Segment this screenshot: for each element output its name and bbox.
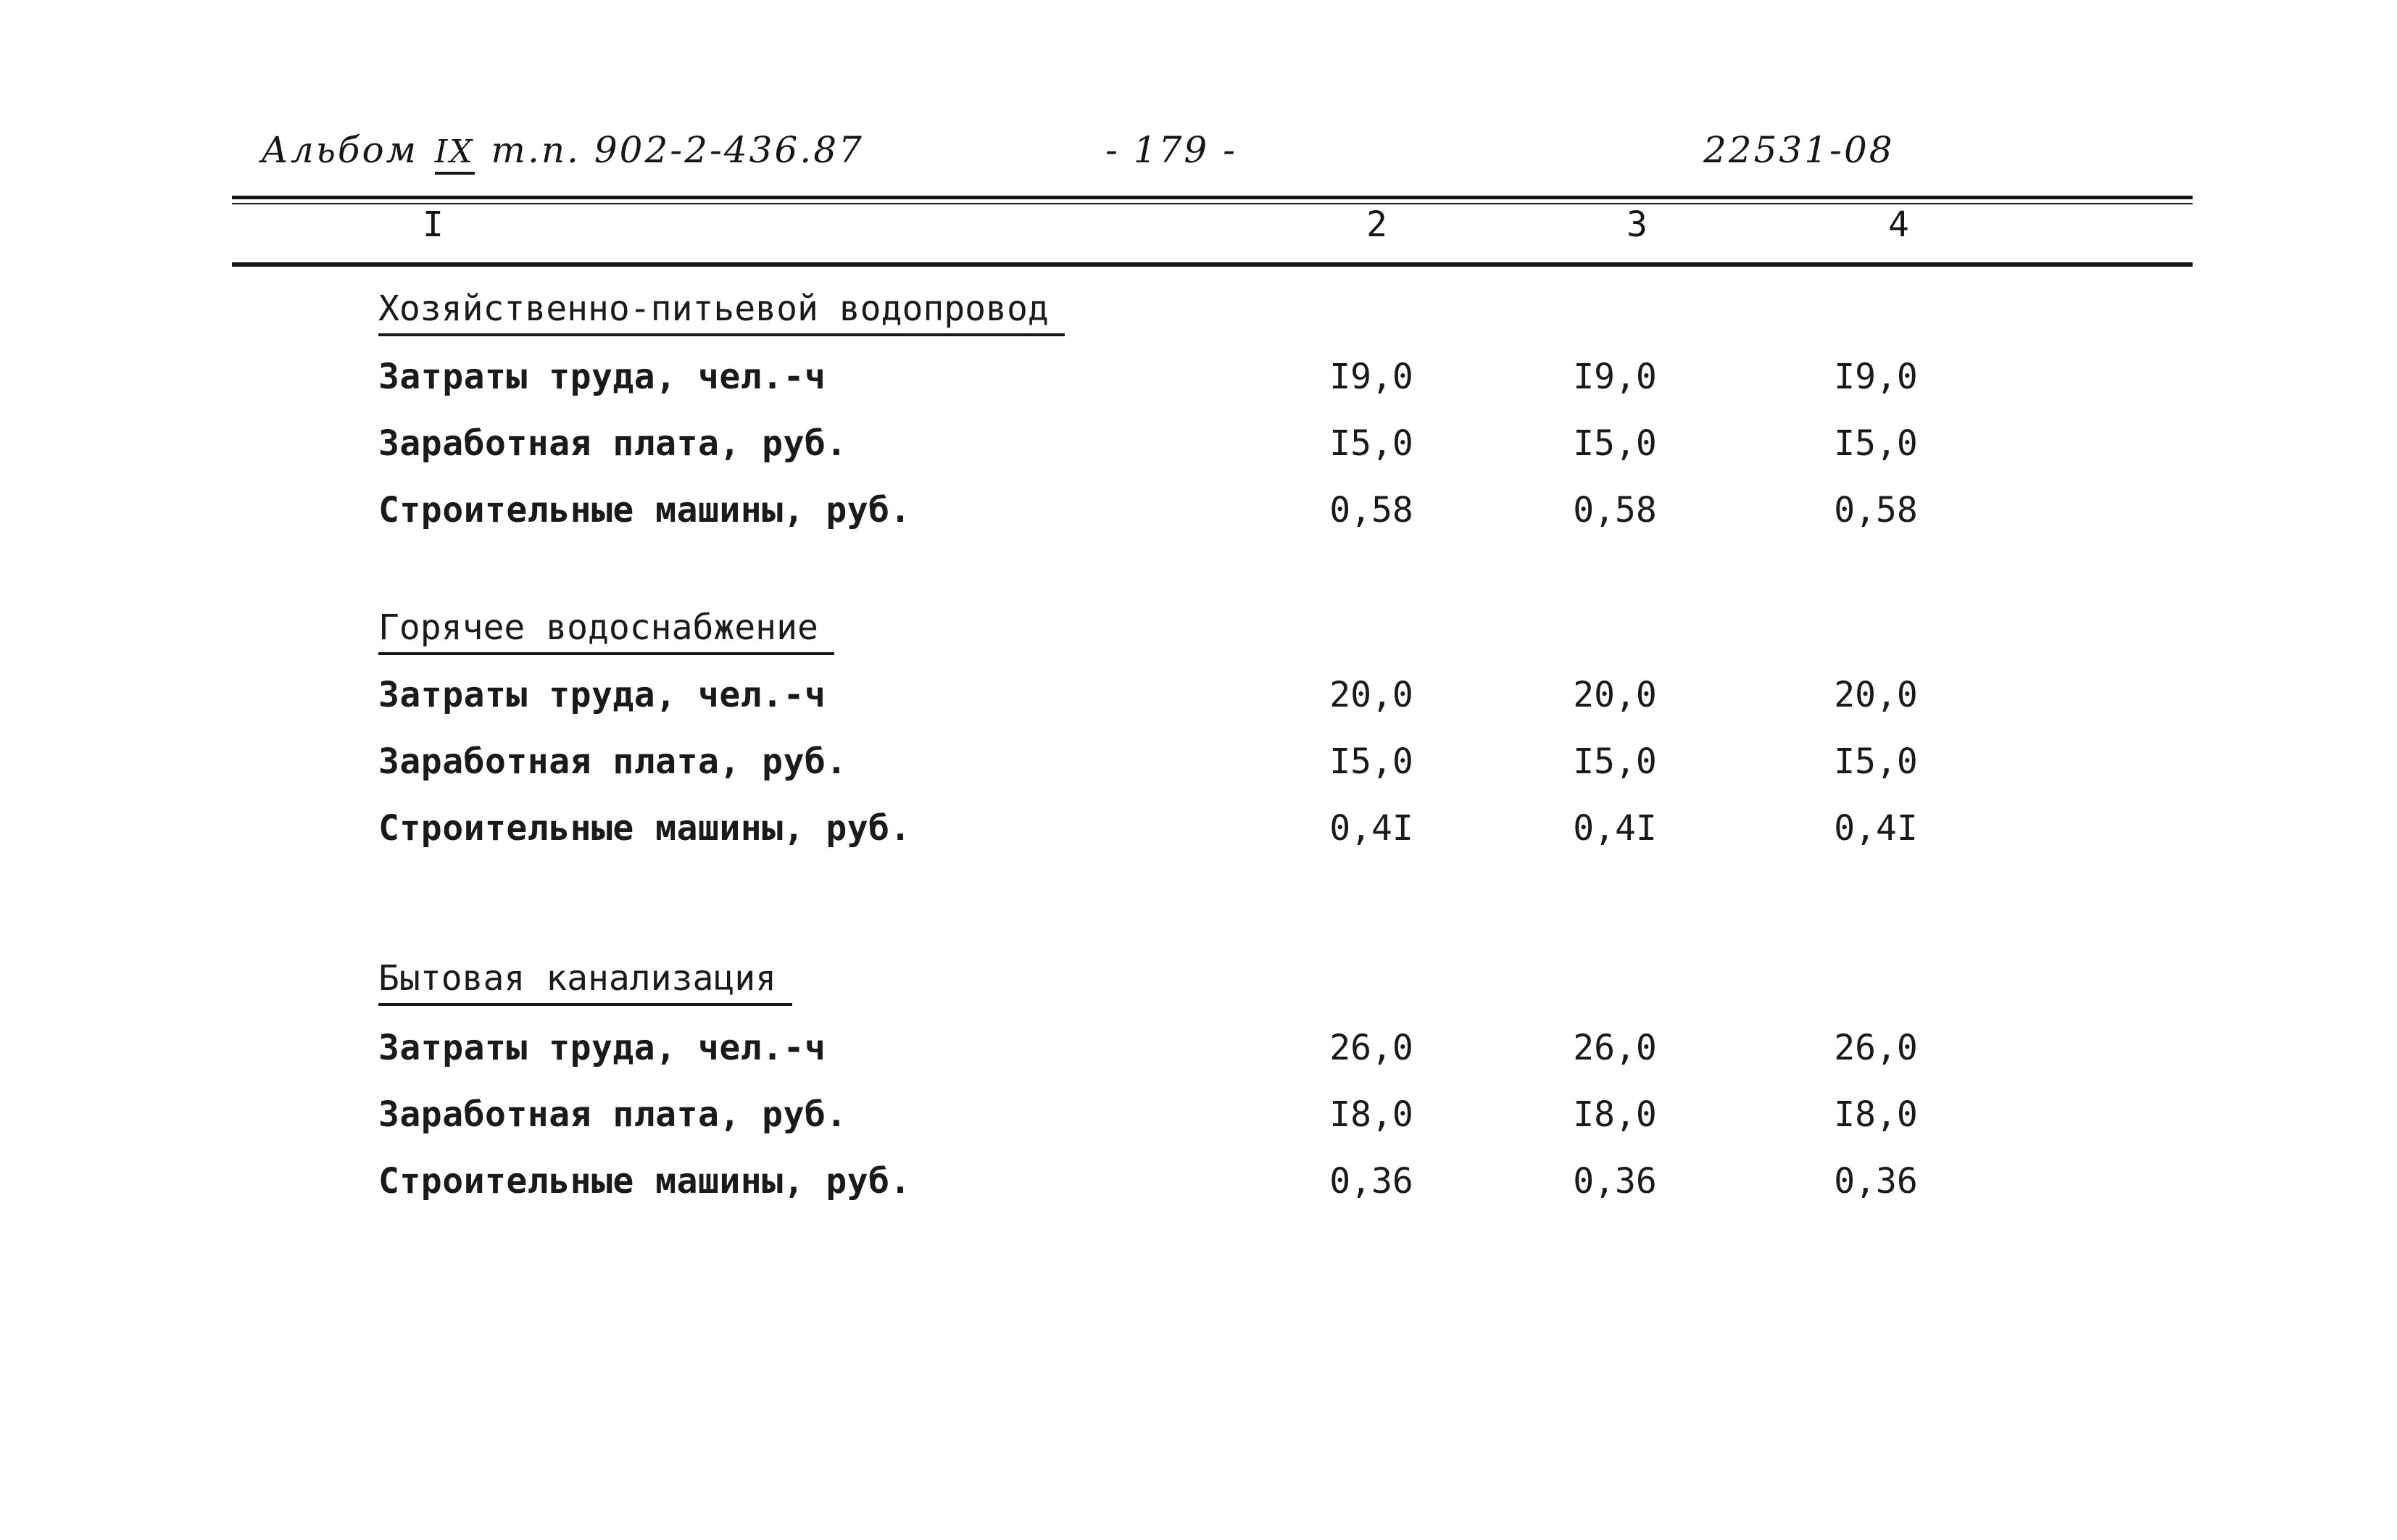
cell-col-3: 0,36 [1573,1161,1657,1202]
row-label: Строительные машины, руб. [378,1161,911,1202]
document-number: 22531-08 [1703,129,1895,171]
section-title: Горячее водоснабжение [378,607,834,655]
table-row [378,808,1973,852]
table-row [378,675,1973,718]
table-row [378,1161,1973,1204]
column-number-4: 4 [1888,204,1909,245]
cell-col-4: 26,0 [1834,1028,1918,1068]
cell-col-2: 0,36 [1329,1161,1413,1202]
cell-col-2: I8,0 [1329,1094,1413,1135]
table-row [378,357,1973,400]
table-row [378,1028,1973,1071]
cell-col-2: 20,0 [1329,675,1413,715]
row-label: Затраты труда, чел.-ч [378,1028,826,1068]
cell-col-3: 20,0 [1573,675,1657,715]
cell-col-2: 0,4I [1329,808,1413,849]
cell-col-3: I9,0 [1573,357,1657,397]
section-title: Бытовая канализация [378,958,792,1006]
section-title: Хозяйственно-питьевой водопровод [378,288,1065,336]
cell-col-4: 20,0 [1834,675,1918,715]
row-label: Затраты труда, чел.-ч [378,675,826,715]
cell-col-4: I8,0 [1834,1094,1918,1135]
album-number: IX [432,133,478,170]
cell-col-3: 26,0 [1573,1028,1657,1068]
cell-col-3: 0,4I [1573,808,1657,849]
cell-col-4: 0,4I [1834,808,1918,849]
row-label: Строительные машины, руб. [378,490,911,530]
row-label: Строительные машины, руб. [378,808,911,849]
top-rule [232,196,2193,199]
cell-col-3: I5,0 [1573,741,1657,782]
cell-col-4: I9,0 [1834,357,1918,397]
table-row [378,490,1973,533]
table-row [378,1094,1973,1138]
cell-col-4: I5,0 [1834,741,1918,782]
column-number-2: 2 [1366,204,1387,245]
cell-col-4: 0,58 [1834,490,1918,530]
cell-col-2: 0,58 [1329,490,1413,530]
cell-col-4: 0,36 [1834,1161,1918,1202]
cell-col-3: 0,58 [1573,490,1657,530]
cell-col-4: I5,0 [1834,423,1918,464]
row-label: Заработная плата, руб. [378,1094,847,1135]
cell-col-3: I8,0 [1573,1094,1657,1135]
header-rule [232,262,2193,267]
cell-col-2: I9,0 [1329,357,1413,397]
album-word: Альбом [261,129,418,171]
row-label: Заработная плата, руб. [378,741,847,782]
row-label: Заработная плата, руб. [378,423,847,464]
column-number-3: 3 [1627,204,1648,245]
cell-col-3: I5,0 [1573,423,1657,464]
column-number-1: I [423,204,444,245]
cell-col-2: 26,0 [1329,1028,1413,1068]
table-row [378,423,1973,467]
cell-col-2: I5,0 [1329,423,1413,464]
page-number: - 179 - [1105,129,1238,171]
cell-col-2: I5,0 [1329,741,1413,782]
project-code: т.п. 902-2-436.87 [491,129,864,171]
row-label: Затраты труда, чел.-ч [378,357,826,397]
table-row [378,741,1973,785]
album-label [261,129,864,171]
